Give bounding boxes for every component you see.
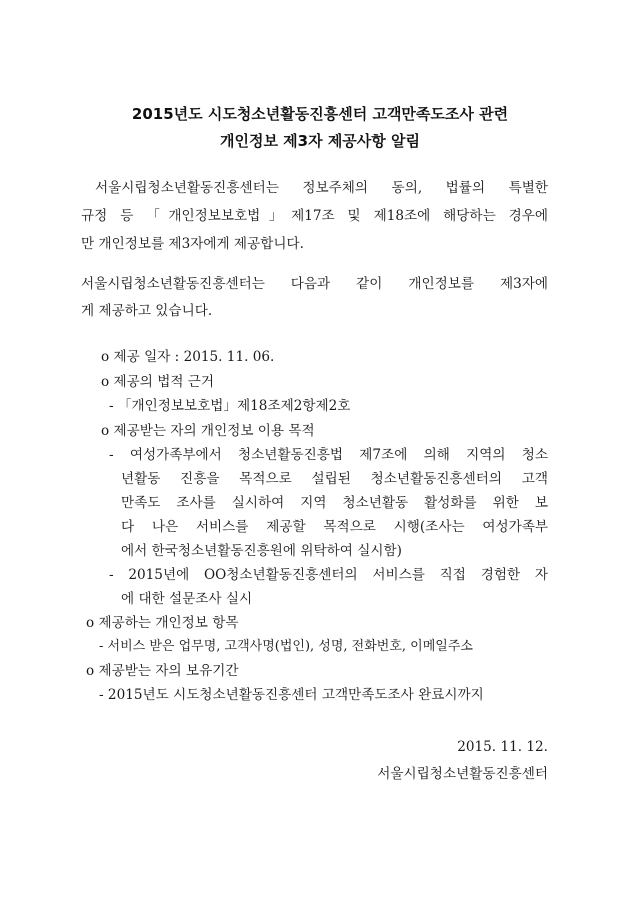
document-title-line1: 2015년도 시도청소년활동진흥센터 고객만족도조사 관련 [131, 105, 509, 123]
intro2-line2: 게 제공하고 있습니다. [81, 303, 213, 319]
item-purpose-1-line3: 만족도 조사를 실시하여 지역 청소년활동 활성화를 위한 보 [121, 495, 548, 511]
footer-date: 2015. 11. 12. [457, 739, 548, 755]
item-retention-1: - 2015년도 시도청소년활동진흥센터 고객만족도조사 완료시까지 [99, 687, 484, 703]
item-retention-head: o 제공받는 자의 보유기간 [86, 663, 239, 679]
item-purpose-2-line2: 에 대한 설문조사 실시 [121, 591, 253, 607]
item-legal-basis-head: o 제공의 법적 근거 [101, 374, 215, 390]
item-info-head: o 제공하는 개인정보 항목 [86, 615, 239, 631]
intro1-line2: 규정 등 「개인정보보호법」제17조 및 제18조에 해당하는 경우에 [81, 208, 548, 224]
item-date: o 제공 일자 : 2015. 11. 06. [101, 349, 275, 365]
document-title-line2: 개인정보 제3자 제공사항 알림 [220, 132, 420, 150]
item-legal-basis-1: - 「개인정보보호법」제18조제2항제2호 [109, 398, 351, 414]
item-purpose-1-line2: 년활동 진흥을 목적으로 설립된 청소년활동진흥센터의 고객 [121, 471, 548, 487]
item-purpose-head: o 제공받는 자의 개인정보 이용 목적 [101, 423, 315, 439]
intro1-line1: 서울시립청소년활동진흥센터는 정보주체의 동의, 법률의 특별한 [95, 180, 548, 196]
intro2-line1: 서울시립청소년활동진흥센터는 다음과 같이 개인정보를 제3자에 [81, 276, 548, 292]
item-purpose-1-line1: - 여성가족부에서 청소년활동진흥법 제7조에 의해 지역의 청소 [109, 447, 548, 463]
footer-org: 서울시립청소년활동진흥센터 [377, 766, 548, 782]
item-purpose-2-line1: - 2015년에 OO청소년활동진흥센터의 서비스를 직접 경험한 자 [109, 567, 548, 583]
intro1-line3: 만 개인정보를 제3자에게 제공합니다. [81, 236, 304, 252]
item-purpose-1-line4: 다 나은 서비스를 제공할 목적으로 시행(조사는 여성가족부 [121, 519, 548, 535]
item-info-1: - 서비스 받은 업무명, 고객사명(법인), 성명, 전화번호, 이메일주소 [99, 639, 473, 654]
item-purpose-1-line5: 에서 한국청소년활동진흥원에 위탁하여 실시함) [121, 543, 402, 559]
